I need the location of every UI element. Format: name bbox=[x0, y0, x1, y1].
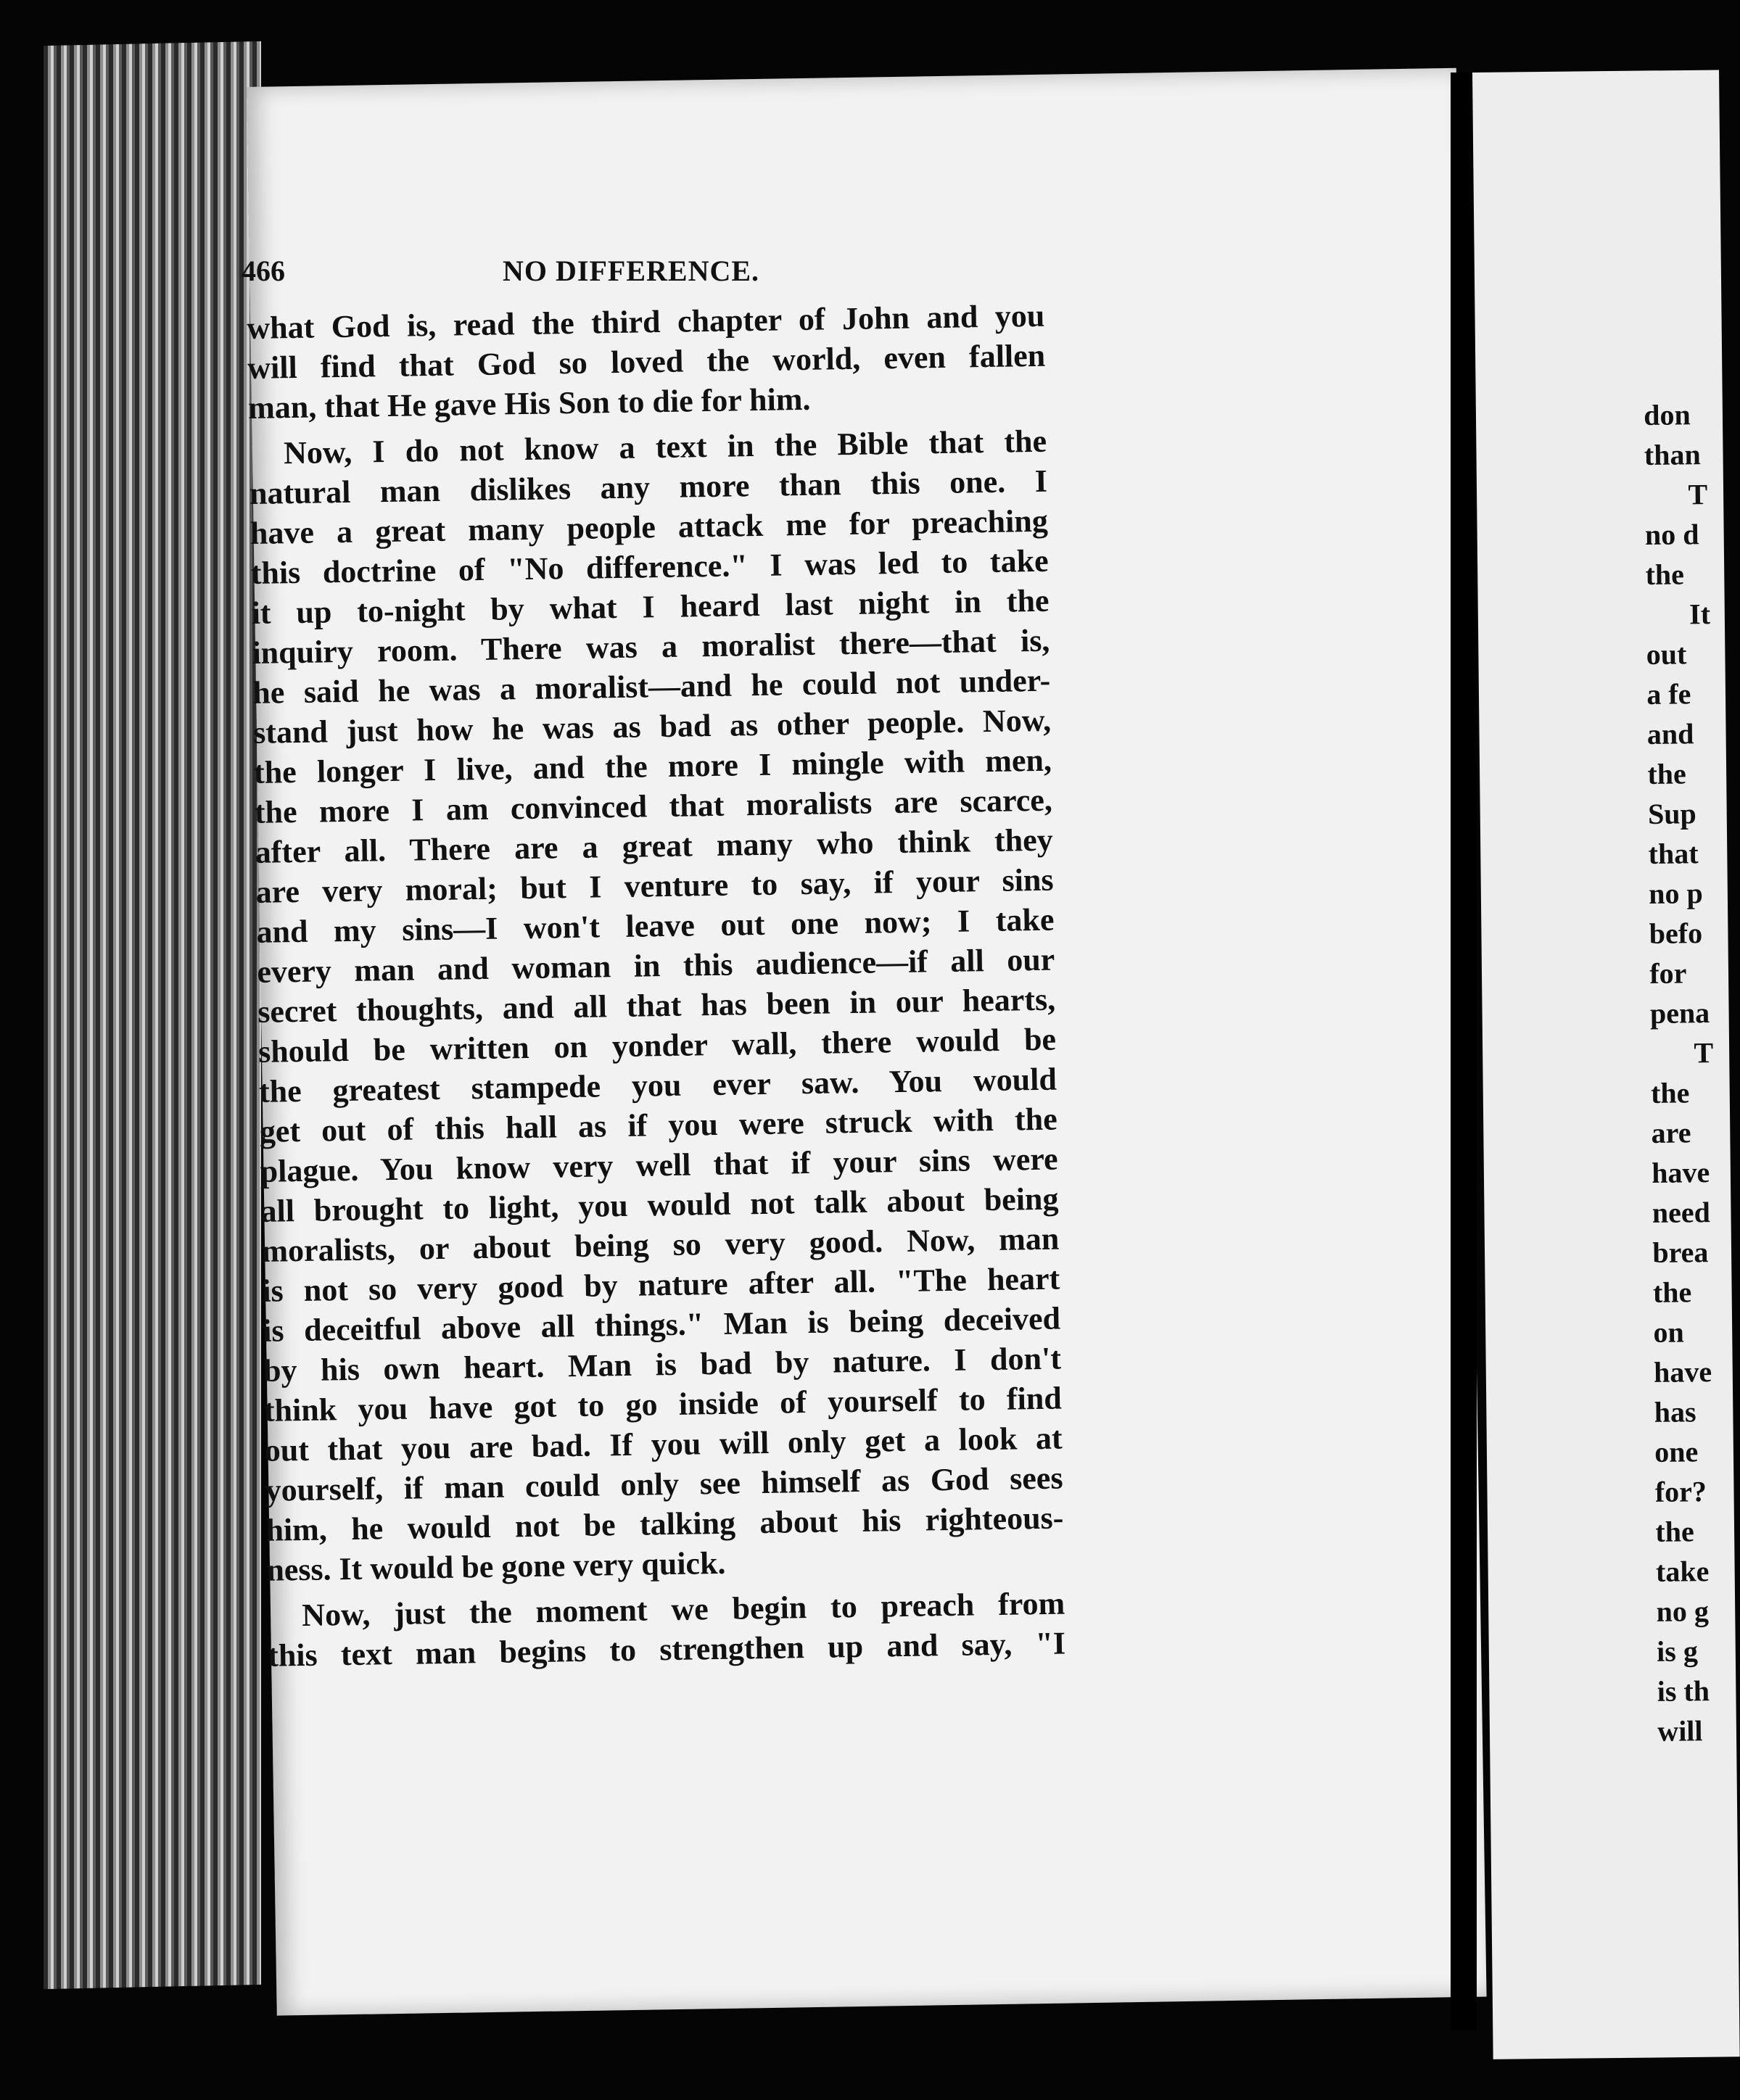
text-line: secret thoughts, and all that has been in our hearts, bbox=[257, 981, 1056, 1030]
text-fragment: one bbox=[1654, 1435, 1699, 1468]
text-fragment: no d bbox=[1644, 518, 1699, 551]
text-line: the greatest stampede you ever saw. You would bbox=[258, 1061, 1057, 1109]
text-line: what God is, read the third chapter of John and you bbox=[247, 297, 1045, 346]
text-line: ness. It would be gone very quick. bbox=[265, 1545, 726, 1588]
text-line: get out of this hall as if you were struck with the bbox=[259, 1101, 1058, 1149]
gutter bbox=[1451, 73, 1477, 2030]
text-fragment: have bbox=[1653, 1355, 1712, 1389]
text-line: all brought to light, you would not talk about being bbox=[260, 1181, 1059, 1229]
right-page-text bbox=[1644, 394, 1720, 1751]
text-fragment: has bbox=[1654, 1395, 1696, 1429]
text-fragment: a fe bbox=[1646, 677, 1691, 711]
text-line: have a great many people attack me for preaching bbox=[250, 503, 1049, 551]
text-fragment: take bbox=[1655, 1555, 1710, 1588]
text-fragment: out bbox=[1646, 637, 1687, 671]
text-fragment: the bbox=[1655, 1515, 1694, 1548]
text-line: Now, just the moment we begin to preach from bbox=[301, 1585, 1065, 1634]
text-fragment: are bbox=[1651, 1116, 1691, 1149]
text-fragment: no p bbox=[1648, 877, 1703, 910]
page-number: 466 bbox=[242, 255, 285, 287]
text-line: this doctrine of "No difference." I was led to take bbox=[250, 542, 1049, 591]
text-line: him, he would not be talking about his righteous- bbox=[265, 1500, 1064, 1548]
text-fragment: don bbox=[1644, 398, 1691, 431]
text-line: he said he was a moralist—and he could not under- bbox=[252, 662, 1051, 711]
text-line: think you have got to go inside of yourself to find bbox=[263, 1380, 1063, 1429]
text-fragment: for? bbox=[1654, 1475, 1707, 1508]
text-line: inquiry room. There was a moralist there—that is, bbox=[252, 622, 1050, 671]
text-fragment: will bbox=[1657, 1714, 1703, 1748]
text-fragment: that bbox=[1648, 837, 1699, 870]
text-line: man, that He gave His Son to die for him. bbox=[247, 381, 811, 426]
page-edges bbox=[44, 41, 261, 1989]
text-fragment: need bbox=[1652, 1196, 1711, 1229]
text-line: natural man dislikes any more than this one. I bbox=[249, 463, 1048, 511]
text-fragment: Sup bbox=[1647, 797, 1697, 830]
text-fragment: T bbox=[1694, 1036, 1714, 1070]
text-line: should be written on yonder wall, there would be bbox=[257, 1021, 1057, 1070]
text-line: out that you are bad. If you will only get a look at bbox=[264, 1420, 1063, 1468]
text-fragment: for bbox=[1649, 956, 1687, 990]
text-fragment: no g bbox=[1656, 1595, 1710, 1628]
text-line: this text man begins to strengthen up and say, "I bbox=[267, 1625, 1066, 1674]
running-title: NO DIFFERENCE. bbox=[503, 255, 760, 287]
text-fragment: It bbox=[1689, 598, 1711, 631]
text-line: will find that God so loved the world, even fallen bbox=[247, 337, 1046, 386]
text-line: and my sins—I won't leave out one now; I take bbox=[256, 901, 1055, 950]
text-line: plague. You know very well that if your sins were bbox=[260, 1141, 1058, 1189]
text-line: is deceitful above all things." Man is being deceived bbox=[262, 1300, 1061, 1349]
body-text bbox=[247, 296, 1065, 1676]
text-fragment: the bbox=[1645, 558, 1685, 591]
text-fragment: is g bbox=[1656, 1634, 1699, 1668]
text-line: every man and woman in this audience—if all our bbox=[256, 941, 1055, 990]
text-line: the longer I live, and the more I mingle with men, bbox=[253, 742, 1052, 790]
text-fragment: have bbox=[1651, 1156, 1710, 1189]
text-line: yourself, if man could only see himself as God sees bbox=[265, 1460, 1063, 1508]
text-line: are very moral; but I venture to say, if your sins bbox=[255, 861, 1054, 910]
text-fragment: and bbox=[1646, 717, 1694, 751]
text-fragment: the bbox=[1652, 1276, 1692, 1309]
text-fragment: on bbox=[1653, 1315, 1685, 1349]
text-line: it up to-night by what I heard last night in the bbox=[251, 582, 1050, 631]
text-line: Now, I do not know a text in the Bible that the bbox=[283, 423, 1047, 471]
text-line: is not so very good by nature after all. "The heart bbox=[261, 1260, 1060, 1309]
text-fragment: befo bbox=[1649, 917, 1703, 950]
text-fragment: the bbox=[1647, 757, 1687, 790]
text-fragment: T bbox=[1688, 478, 1708, 511]
text-fragment: than bbox=[1644, 438, 1701, 471]
text-line: the more I am convinced that moralists are scarce, bbox=[254, 782, 1053, 830]
text-fragment: brea bbox=[1652, 1236, 1709, 1269]
text-line: stand just how he was as bad as other people. Now, bbox=[252, 702, 1052, 751]
text-line: moralists, or about being so very good. Now, man bbox=[261, 1220, 1060, 1269]
text-fragment: the bbox=[1650, 1076, 1690, 1109]
text-fragment: pena bbox=[1649, 996, 1710, 1030]
text-line: by his own heart. Man is bad by nature. I don't bbox=[263, 1340, 1062, 1389]
text-line: after all. There are a great many who think they bbox=[255, 822, 1054, 870]
text-fragment: is th bbox=[1657, 1674, 1710, 1708]
